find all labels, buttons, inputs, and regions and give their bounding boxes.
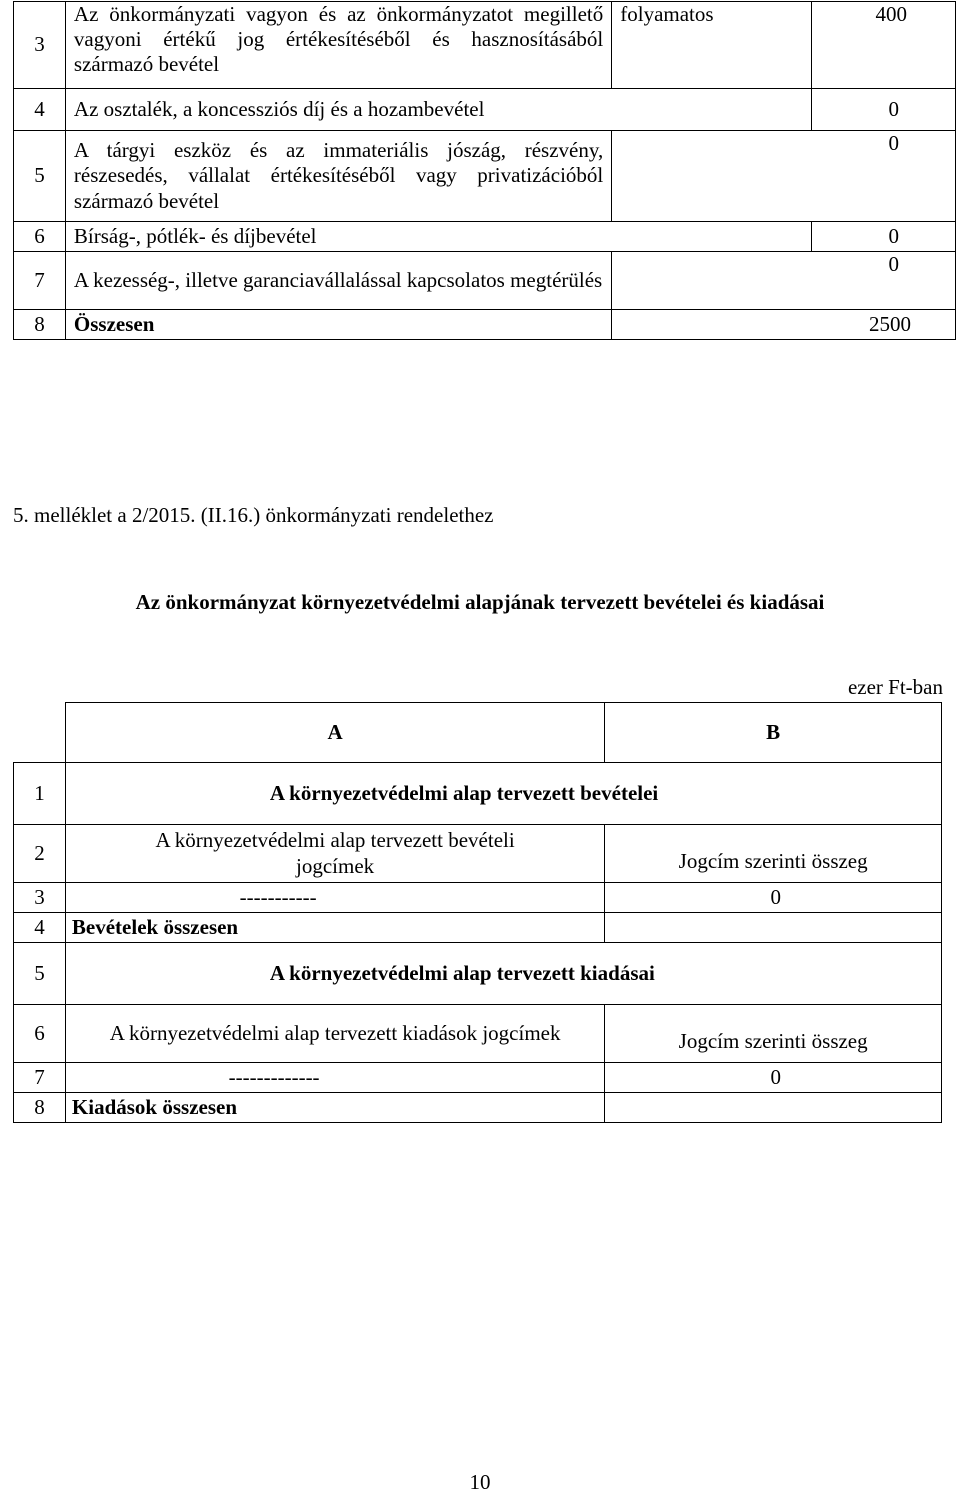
unit-label: ezer Ft-ban	[847, 675, 943, 699]
table-row	[14, 2, 956, 89]
column-a-cell: -------------	[65, 1063, 604, 1093]
row-number: 5	[14, 943, 66, 1005]
column-b-cell: 0	[605, 883, 942, 913]
empty-corner	[14, 703, 66, 763]
column-header-b: B	[605, 703, 942, 763]
row-value: 0	[812, 89, 956, 131]
row-number: 7	[14, 1063, 66, 1093]
row-value: 2500	[612, 310, 956, 340]
page-number: 10	[469, 1470, 491, 1494]
row-label: Összesen	[65, 310, 611, 340]
row-number: 4	[14, 89, 66, 131]
revenue-table	[13, 1, 956, 340]
row-number: 4	[14, 913, 66, 943]
table-row	[14, 913, 942, 943]
row-number: 2	[14, 825, 66, 883]
row-label: A kezesség-, illetve garanciavállalással kapcsolatos megtérülés	[65, 252, 611, 310]
section-heading: A környezetvédelmi alap tervezett bevételei	[65, 763, 941, 825]
column-b-cell: 0	[605, 1063, 942, 1093]
column-a-cell: -----------	[65, 883, 604, 913]
column-a-cell: Kiadások összesen	[65, 1093, 604, 1123]
column-a-cell: Bevételek összesen	[65, 913, 604, 943]
row-number: 6	[14, 222, 66, 252]
column-header-a: A	[65, 703, 604, 763]
section-heading: A környezetvédelmi alap tervezett kiadásai	[65, 943, 941, 1005]
row-number: 6	[14, 1005, 66, 1063]
column-a-cell: A környezetvédelmi alap tervezett kiadások jogcímek	[65, 1005, 604, 1063]
row-label: Az önkormányzati vagyon és az önkormányzatot megillető vagyoni értékű jog értékesítéséből és hasznosításából származó bevétel	[65, 2, 611, 89]
row-number: 5	[14, 131, 66, 222]
column-b-cell: Jogcím szerinti összeg	[605, 1005, 942, 1063]
table-row	[14, 89, 956, 131]
fund-table	[13, 702, 942, 1123]
row-value: 0	[612, 131, 956, 222]
row-number: 8	[14, 1093, 66, 1123]
column-b-cell	[605, 913, 942, 943]
table-row	[14, 310, 956, 340]
table-row	[14, 883, 942, 913]
section-title: Az önkormányzat környezetvédelmi alapjának tervezett bevételei és kiadásai	[135, 590, 825, 614]
table-row	[14, 1063, 942, 1093]
row-label: Bírság-, pótlék- és díjbevétel	[65, 222, 811, 252]
table-row	[14, 1093, 942, 1123]
table-row	[14, 131, 956, 222]
column-b-cell	[605, 1093, 942, 1123]
table-row	[14, 222, 956, 252]
row-number: 1	[14, 763, 66, 825]
row-number: 7	[14, 252, 66, 310]
row-value: 0	[812, 222, 956, 252]
row-type: folyamatos	[612, 2, 812, 89]
table-row	[14, 943, 942, 1005]
column-b-cell: Jogcím szerinti összeg	[605, 825, 942, 883]
table-row	[14, 252, 956, 310]
table-row	[14, 1005, 942, 1063]
row-number: 3	[14, 883, 66, 913]
column-a-cell: A környezetvédelmi alap tervezett bevételi jogcímek	[65, 825, 604, 883]
table-header-row	[14, 703, 942, 763]
row-value: 400	[812, 2, 956, 89]
row-label: A tárgyi eszköz és az immateriális jószág, részvény, részesedés, vállalat értékesítéséből vagy privatizációból származó bevétel	[65, 131, 611, 222]
table-row	[14, 763, 942, 825]
row-number: 3	[14, 2, 66, 89]
row-value: 0	[612, 252, 956, 310]
row-number: 8	[14, 310, 66, 340]
row-label: Az osztalék, a koncessziós díj és a hozambevétel	[65, 89, 811, 131]
annex-reference: 5. melléklet a 2/2015. (II.16.) önkormányzati rendelethez	[13, 503, 494, 527]
table-row	[14, 825, 942, 883]
